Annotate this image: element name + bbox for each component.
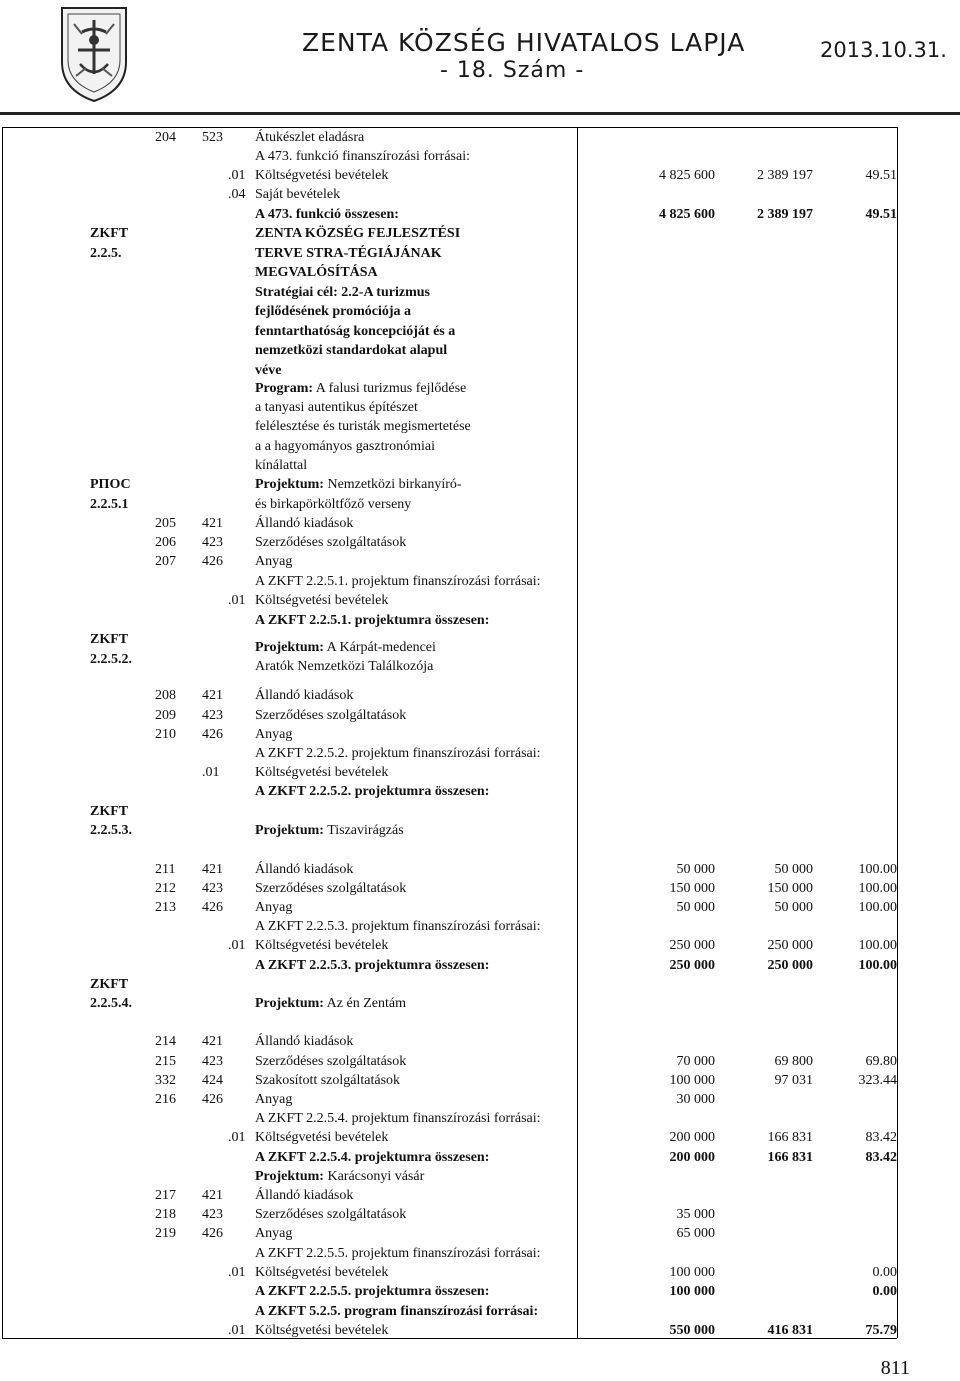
item-description: A ZKFT 2.2.5.3. projektum finanszírozási forrásai: [255,919,541,934]
item-description: Stratégiai cél: 2.2-A turizmus [255,285,430,300]
table-row [0,224,960,243]
item-description: Projektum: A Kárpát-medencei [255,640,436,655]
table-row [0,1224,960,1243]
funding-source-code: .01 [228,168,246,183]
item-description: A ZKFT 2.2.5.4. projektum finanszírozási forrásai: [255,1111,541,1126]
planned-amount: 100 000 [669,1073,715,1088]
table-row [0,379,960,398]
table-row [0,898,960,917]
item-description: A ZKFT 2.2.5.5. projektum finanszírozási forrásai: [255,1246,541,1261]
realized-amount: 2 389 197 [757,168,813,183]
section-code: РПОС [90,477,131,492]
item-description: felélesztése és turisták megismertetése [255,419,471,434]
planned-amount: 200 000 [669,1130,715,1145]
section-code: ZKFT [90,632,129,647]
item-description: Költségvetési bevételek [255,1323,389,1338]
coat-of-arms-icon [58,4,130,104]
item-description: Állandó kiadások [255,516,354,531]
section-code: ZKFT [90,977,129,992]
item-description: Szerződéses szolgáltatások [255,1054,407,1069]
percentage: 83.42 [865,1150,897,1165]
item-description: Állandó kiadások [255,688,354,703]
item-description: A ZKFT 2.2.5.2. projektum finanszírozási forrásai: [255,746,541,761]
planned-amount: 50 000 [676,900,715,915]
table-row [0,744,960,763]
table-row [0,205,960,224]
item-description: Költségvetési bevételek [255,593,389,608]
table-row [0,398,960,417]
item-description: A ZKFT 2.2.5.2. projektumra összesen: [255,784,490,799]
table-row [0,782,960,801]
funding-source-code: .01 [228,938,246,953]
percentage: 100.00 [858,862,897,877]
funding-source-code: .01 [228,593,246,608]
table-row [0,417,960,436]
table-row [0,725,960,744]
table-row [0,147,960,166]
item-description: Projektum: Tiszavirágzás [255,823,404,838]
item-description: TERVE STRA-TÉGIÁJÁNAK [255,246,442,261]
economic-code: 426 [202,900,223,915]
planned-amount: 550 000 [669,1323,715,1338]
item-description: fejlődésének promóciója a [255,304,412,319]
position-number: 212 [155,881,176,896]
issue-date: 2013.10.31. [820,38,947,62]
section-code: 2.2.5.3. [90,823,132,838]
item-description: kínálattal [255,458,308,473]
table-row [0,1263,960,1282]
funding-source-code: .01 [228,1323,246,1338]
funding-source-code: .01 [202,765,220,780]
percentage: 100.00 [858,881,897,896]
page-number: 811 [880,1357,910,1379]
position-number: 208 [155,688,176,703]
table-row [0,361,960,380]
position-number: 209 [155,708,176,723]
item-description: Anyag [255,554,293,569]
item-description: A ZKFT 2.2.5.1. projektumra összesen: [255,613,490,628]
table-row [0,514,960,533]
position-number: 207 [155,554,176,569]
item-description: Anyag [255,1092,293,1107]
table-row [0,802,960,821]
economic-code: 421 [202,688,223,703]
item-description: és birkapörköltfőző verseny [255,497,412,512]
item-description: Szerződéses szolgáltatások [255,1207,407,1222]
economic-code: 421 [202,516,223,531]
table-row [0,686,960,705]
table-row [0,341,960,360]
planned-amount: 4 825 600 [659,207,715,222]
item-description: Anyag [255,727,293,742]
realized-amount: 2 389 197 [757,207,813,222]
economic-code: 523 [202,130,223,145]
realized-amount: 50 000 [774,862,813,877]
planned-amount: 70 000 [676,1054,715,1069]
realized-amount: 416 831 [767,1323,813,1338]
item-description: Projektum: Az én Zentám [255,996,406,1011]
item-description: MEGVALÓSÍTÁSA [255,265,378,280]
page-header [0,0,960,118]
item-description: A ZKFT 2.2.5.3. projektumra összesen: [255,958,490,973]
item-description: fenntarthatóság koncepcióját és a [255,324,456,339]
table-row [0,283,960,302]
percentage: 49.51 [865,168,897,183]
table-row [0,244,960,263]
position-number: 219 [155,1226,176,1241]
section-code: 2.2.5.4. [90,996,132,1011]
table-row [0,322,960,341]
realized-amount: 250 000 [767,958,813,973]
item-description: Költségvetési bevételek [255,938,389,953]
journal-title: ZENTA KÖZSÉG HIVATALOS LAPJA [302,28,746,57]
economic-code: 426 [202,727,223,742]
table-row [0,657,960,676]
planned-amount: 200 000 [669,1150,715,1165]
position-number: 206 [155,535,176,550]
item-description: Költségvetési bevételek [255,1130,389,1145]
table-row [0,495,960,514]
section-code: 2.2.5.2. [90,652,132,667]
item-description: Állandó kiadások [255,1188,354,1203]
economic-code: 424 [202,1073,223,1088]
table-row [0,706,960,725]
section-code: 2.2.5. [90,246,122,261]
section-code: ZKFT [90,804,129,819]
item-description: A ZKFT 2.2.5.1. projektum finanszírozási forrásai: [255,574,541,589]
economic-code: 423 [202,708,223,723]
table-row [0,1244,960,1263]
realized-amount: 166 831 [767,1150,813,1165]
position-number: 211 [155,862,176,877]
planned-amount: 150 000 [669,881,715,896]
realized-amount: 150 000 [767,881,813,896]
item-description: Szerződéses szolgáltatások [255,708,407,723]
table-row [0,456,960,475]
item-description: A 473. funkció összesen: [255,207,399,222]
item-description: Költségvetési bevételek [255,168,389,183]
economic-code: 421 [202,862,223,877]
table-row [0,1205,960,1224]
funding-source-code: .04 [228,187,246,202]
item-description: Anyag [255,900,293,915]
item-description: Állandó kiadások [255,862,354,877]
item-description: Szerződéses szolgáltatások [255,535,407,550]
item-description: Költségvetési bevételek [255,1265,389,1280]
economic-code: 423 [202,881,223,896]
position-number: 216 [155,1092,176,1107]
table-row [0,611,960,630]
item-description: Anyag [255,1226,293,1241]
economic-code: 426 [202,1226,223,1241]
planned-amount: 100 000 [669,1284,715,1299]
funding-source-code: .01 [228,1265,246,1280]
table-row [0,1186,960,1205]
table-row [0,533,960,552]
item-description: Program: A falusi turizmus fejlődése [255,381,467,396]
item-description: Állandó kiadások [255,1034,354,1049]
percentage: 0.00 [872,1265,897,1280]
table-row [0,763,960,782]
table-row [0,956,960,975]
percentage: 0.00 [872,1284,897,1299]
table-row [0,1090,960,1109]
realized-amount: 250 000 [767,938,813,953]
table-row [0,917,960,936]
planned-amount: 250 000 [669,938,715,953]
item-description: ZENTA KÖZSÉG FEJLESZTÉSI [255,226,461,241]
table-row [0,936,960,955]
percentage: 75.79 [865,1323,897,1338]
item-description: Szakosított szolgáltatások [255,1073,401,1088]
position-number: 218 [155,1207,176,1222]
item-description: A ZKFT 5.2.5. program finanszírozási forrásai: [255,1304,539,1319]
percentage: 100.00 [858,958,897,973]
item-description: A 473. funkció finanszírozási forrásai: [255,149,470,164]
table-row [0,475,960,494]
table-row [0,860,960,879]
table-row [0,879,960,898]
planned-amount: 4 825 600 [659,168,715,183]
planned-amount: 35 000 [676,1207,715,1222]
item-description: a a hagyományos gasztronómiai [255,439,436,454]
table-row [0,1321,960,1340]
table-row [0,994,960,1013]
realized-amount: 97 031 [774,1073,813,1088]
economic-code: 426 [202,1092,223,1107]
economic-code: 423 [202,1054,223,1069]
item-description: Projektum: Karácsonyi vásár [255,1169,425,1184]
item-description: a tanyasi autentikus építészet [255,400,418,415]
item-description: Szerződéses szolgáltatások [255,881,407,896]
table-row [0,821,960,840]
position-number: 217 [155,1188,176,1203]
percentage: 83.42 [865,1130,897,1145]
item-description: Saját bevételek [255,187,341,202]
position-number: 205 [155,516,176,531]
table-row [0,1148,960,1167]
section-code: 2.2.5.1 [90,497,129,512]
planned-amount: 30 000 [676,1092,715,1107]
economic-code: 421 [202,1034,223,1049]
item-description: Költségvetési bevételek [255,765,389,780]
percentage: 323.44 [858,1073,897,1088]
position-number: 213 [155,900,176,915]
issue-number: - 18. Szám - [440,58,585,83]
realized-amount: 50 000 [774,900,813,915]
planned-amount: 100 000 [669,1265,715,1280]
percentage: 100.00 [858,900,897,915]
economic-code: 421 [202,1188,223,1203]
table-row [0,591,960,610]
table-row [0,552,960,571]
economic-code: 423 [202,1207,223,1222]
item-description: Aratók Nemzetközi Találkozója [255,659,434,674]
planned-amount: 65 000 [676,1226,715,1241]
table-row [0,1282,960,1301]
table-row [0,572,960,591]
table-row [0,1032,960,1051]
item-description: nemzetközi standardokat alapul [255,343,448,358]
realized-amount: 69 800 [774,1054,813,1069]
item-description: véve [255,363,282,378]
planned-amount: 250 000 [669,958,715,973]
table-row [0,166,960,185]
table-row [0,185,960,204]
position-number: 332 [155,1073,176,1088]
table-row [0,128,960,147]
position-number: 204 [155,130,176,145]
section-code: ZKFT [90,226,129,241]
percentage: 69.80 [865,1054,897,1069]
table-row [0,437,960,456]
item-description: A ZKFT 2.2.5.5. projektumra összesen: [255,1284,490,1299]
position-number: 215 [155,1054,176,1069]
table-row [0,1071,960,1090]
table-row [0,975,960,994]
economic-code: 426 [202,554,223,569]
percentage: 49.51 [865,207,897,222]
table-row [0,1167,960,1186]
table-row [0,263,960,282]
realized-amount: 166 831 [767,1130,813,1145]
table-row [0,302,960,321]
item-description: Projektum: Nemzetközi birkanyíró- [255,477,462,492]
funding-source-code: .01 [228,1130,246,1145]
item-description: Átukészlet eladásra [255,130,365,145]
planned-amount: 50 000 [676,862,715,877]
economic-code: 423 [202,535,223,550]
position-number: 214 [155,1034,176,1049]
table-row [0,1302,960,1321]
table-row [0,1052,960,1071]
table-row [0,1109,960,1128]
percentage: 100.00 [858,938,897,953]
item-description: A ZKFT 2.2.5.4. projektumra összesen: [255,1150,490,1165]
table-row [0,1128,960,1147]
header-divider [0,112,960,115]
position-number: 210 [155,727,176,742]
